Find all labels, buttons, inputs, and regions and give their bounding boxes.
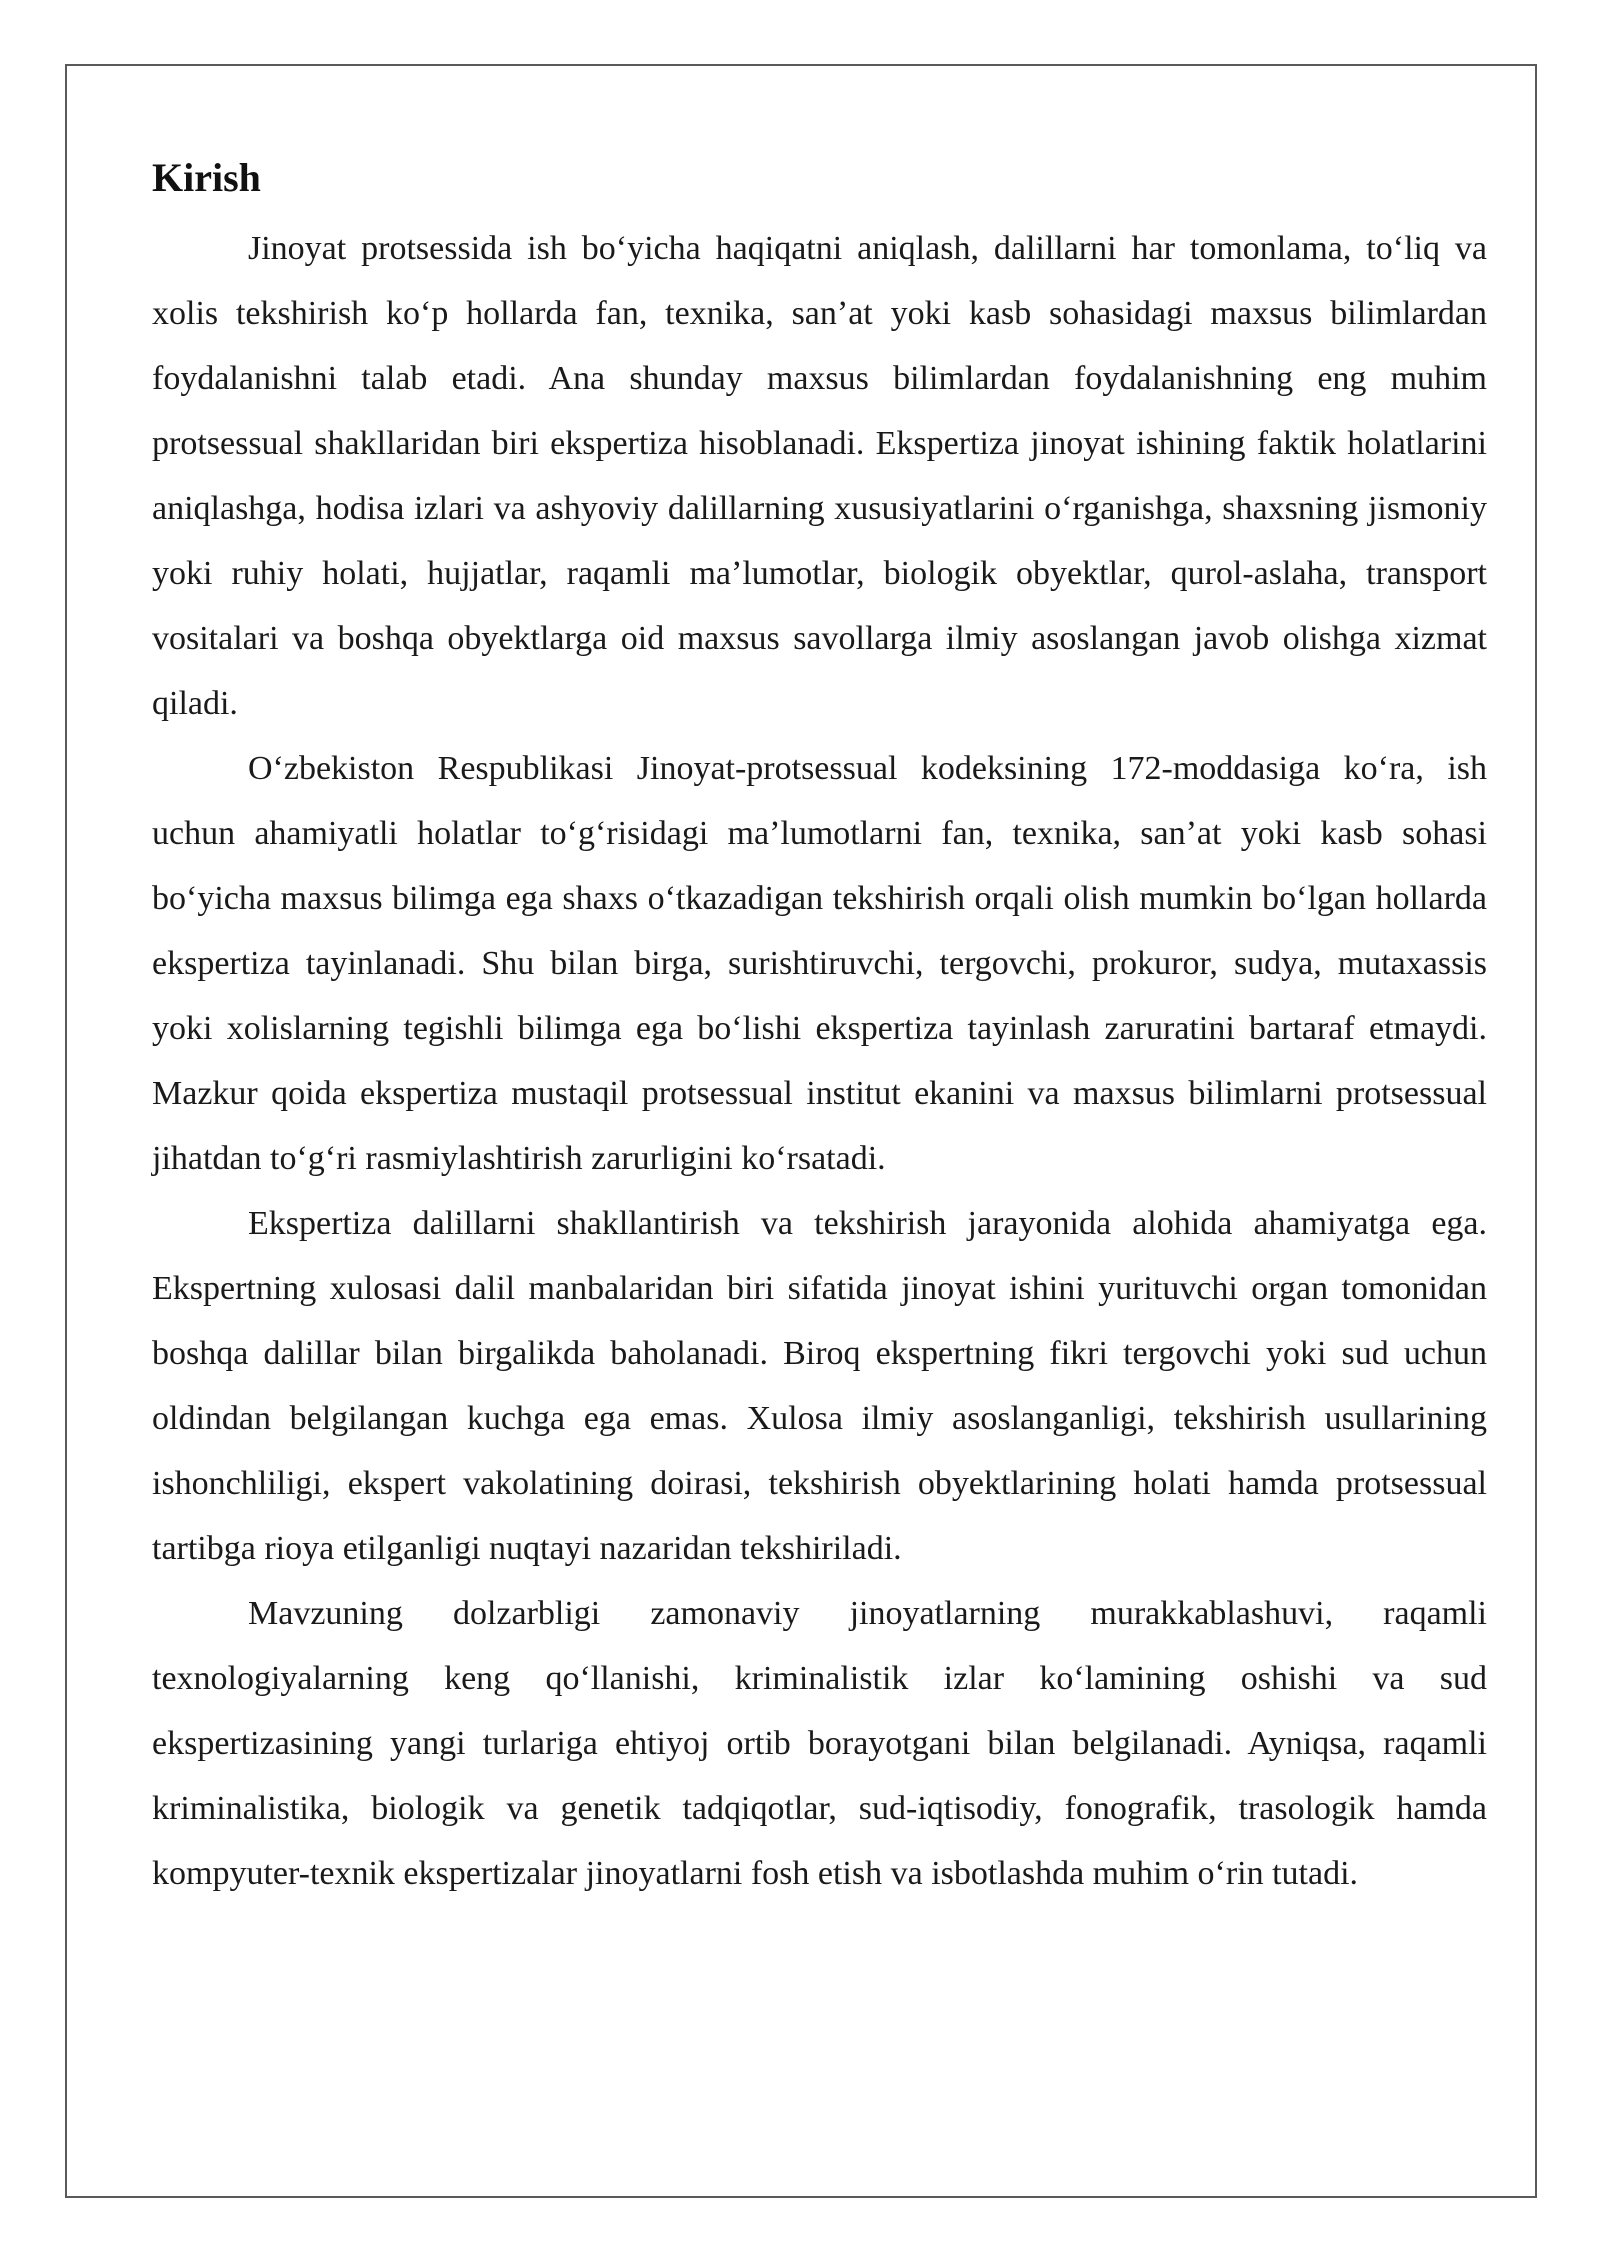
section-heading: Kirish	[152, 155, 261, 200]
paragraph-4: Mavzuning dolzarbligi zamonaviy jinoyatlarning murakkablashuvi, raqamli texnologiyalarning keng qoʻllanishi, kriminalistik izlar koʻlamining oshishi va sud ekspertizasining yangi turlariga ehtiyoj ortib borayotgani bilan belgilanadi. Ayniqsa, raqamli kriminalistika, biologik va genetik tadqiqotlar, sud-iqtisodiy, fonografik, trasologik hamda kompyuter-texnik ekspertizalar jinoyatlarni fosh etish va isbotlashda muhim oʻrin tutadi.	[152, 1595, 1487, 1892]
paragraph-1: Jinoyat protsessida ish boʻyicha haqiqatni aniqlash, dalillarni har tomonlama, toʻliq va xolis tekshirish koʻp hollarda fan, texnika, sanʼat yoki kasb sohasidagi maxsus bilimlardan foydalanishni talab etadi. Ana shunday maxsus bilimlardan foydalanishning eng muhim protsessual shakllaridan biri ekspertiza hisoblanadi. Ekspertiza jinoyat ishining faktik holatlarini aniqlashga, hodisa izlari va ashyoviy dalillarning xususiyatlarini oʻrganishga, shaxsning jismoniy yoki ruhiy holati, hujjatlar, raqamli maʼlumotlar, biologik obyektlar, qurol-aslaha, transport vositalari va boshqa obyektlarga oid maxsus savollarga ilmiy asoslangan javob olishga xizmat qiladi.	[152, 230, 1487, 722]
paragraph-2: Oʻzbekiston Respublikasi Jinoyat-protsessual kodeksining 172-moddasiga koʻra, ish uchun ahamiyatli holatlar toʻgʻrisidagi maʼlumotlarni fan, texnika, sanʼat yoki kasb sohasi boʻyicha maxsus bilimga ega shaxs oʻtkazadigan tekshirish orqali olish mumkin boʻlgan hollarda ekspertiza tayinlanadi. Shu bilan birga, surishtiruvchi, tergovchi, prokuror, sudya, mutaxassis yoki xolislarning tegishli bilimga ega boʻlishi ekspertiza tayinlash zaruratini bartaraf etmaydi. Mazkur qoida ekspertiza mustaqil protsessual institut ekanini va maxsus bilimlarni protsessual jihatdan toʻgʻri rasmiylashtirish zarurligini koʻrsatadi.	[152, 750, 1487, 1177]
document-body	[152, 148, 1487, 1906]
paragraph-3: Ekspertiza dalillarni shakllantirish va tekshirish jarayonida alohida ahamiyatga ega. Ekspertning xulosasi dalil manbalaridan biri sifatida jinoyat ishini yurituvchi organ tomonidan boshqa dalillar bilan birgalikda baholanadi. Biroq ekspertning fikri tergovchi yoki sud uchun oldindan belgilangan kuchga ega emas. Xulosa ilmiy asoslanganligi, tekshirish usullarining ishonchliligi, ekspert vakolatining doirasi, tekshirish obyektlarining holati hamda protsessual tartibga rioya etilganligi nuqtayi nazaridan tekshiriladi.	[152, 1205, 1487, 1567]
